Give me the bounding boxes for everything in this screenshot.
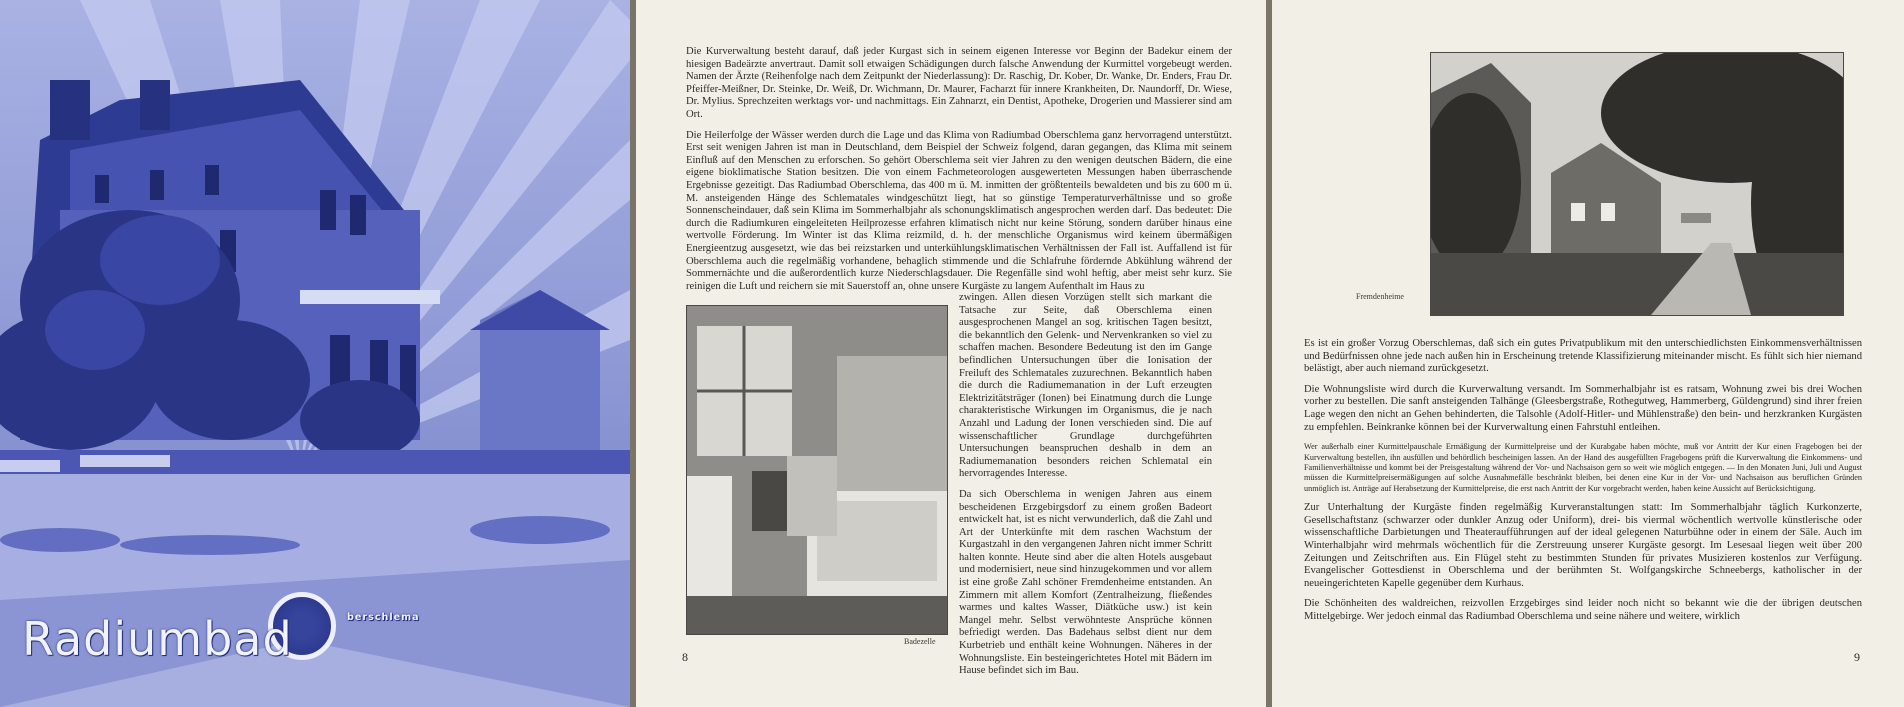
photo-caption-badezelle: Badezelle [904, 637, 936, 646]
page-number-9: 9 [1854, 650, 1860, 664]
paragraph-kurveranstaltungen: Zur Unterhaltung der Kurgäste finden regelmäßig Kurveranstaltungen statt: Im Sommerhalbjahr täglich Kurkonzerte, Gesellschaftstanz (schwarzer oder dunkler Anzug oder Uniform), drei- bis viermal wöchentlich wertvolle künstlerische oder wissenschaftliche Darbietungen und Theateraufführungen auf der ideal gelegenen Naturbühne oder in einem der Säle. Auch im Winterhalbjahr wird mehrmals wöchentlich für die Zerstreuung unserer Kurgäste gesorgt. Im Lesesaal liegen weit über 200 Zeitungen und Zeitschriften aus. Ein Flügel steht zu bestimmten Stunden für privates Musizieren kostenlos zur Verfügung. Evangelischer Gottesdienst in Oberschlema und der berühmten St. Wolfgangskirche Schneebergs, katholischer in der neueingerichteten Kapelle gegenüber dem Kurhaus. [1304, 502, 1862, 589]
paragraph-kritische-tage: zwingen. Allen diesen Vorzügen stellt sich markant die Tatsache zur Seite, daß Oberschlema einen ausgesprochenen Mangel an sog. kritischen Tagen besitzt, die bekanntlich den Gelenk- und Nervenkranken so viel zu schaffen machen. Besondere Bedeutung ist den im Gange befindlichen Untersuchungen über die Ionisation der Freiluft des Schlematales zuzurechnen. Bekanntlich haben die durch die Radiumemanation in der Luft erzeugten Elektrizitätsträger (Ionen) bei Einatmung durch die Lunge charakteristische Wirkungen im Organismus, die je nach Anzahl und Ladung der Ionen verschieden sind. Die auf wissenschaftlicher Grundlage durchgeführten Untersuchungen beanspruchen deshalb in dem an Radiumemanation besonders reichen Schlematal ein hervorragendes Interesse. [959, 292, 1212, 480]
photo-badezelle [686, 305, 948, 635]
cover-title-part2: berschlema [347, 612, 420, 623]
brochure-cover [0, 0, 630, 707]
page-number-8: 8 [682, 650, 688, 664]
cover-title-part1: Radiumbad [22, 612, 293, 666]
paragraph-wohnungsliste: Die Wohnungsliste wird durch die Kurverwaltung versandt. Im Sommerhalbjahr ist es ratsam, Wohnung zwei bis drei Wochen vorher zu bestellen. Die sanft ansteigenden Talhänge (Gleesbergstraße, Rothegutweg, Hammerberg, Güldengrund) sind ihrer freien Lage wegen den nicht an Gehen behinderten, die Talsohle (Adolf-Hitler- und Mühlenstraße) den bein- und herzkranken Kurgästen zu empfehlen. Beinkranke können bei der Kurverwaltung einen Fahrstuhl entleihen. [1304, 383, 1862, 433]
page-9-text [1304, 338, 1862, 632]
paragraph-klima: Die Heilerfolge der Wässer werden durch die Lage und das Klima von Radiumbad Oberschlema ganz hervorragend unterstützt. Erst seit wenigen Jahren ist man in Deutschland, dem Beispiel der Schweiz folgend, daran gegangen, das Klima mit seinem Einfluß auf den Menschen zu erforschen. So gehört Oberschlema seit vier Jahren zu den wenigen deutschen Bädern, die eine eigene bioklimatische Station besitzen. Die von einem Fachmeteorologen ausgewerteten Messungen haben überraschende Ergebnisse gezeitigt. Das Radiumbad Oberschlema, das 400 m ü. M. inmitten der größtenteils bewaldeten und bis zu 600 m ü. M. ansteigenden Hänge des Schlematales windgeschützt liegt, hat so günstige Temperaturverhältnisse und so große Sonnenscheindauer, daß sein Klima im Sommerhalbjahr als schonungsklimatisch angesprochen werden darf. Das bedeutet: Die durch die Radiumkuren eingeleiteten Heilprozesse erfahren klimatisch nicht nur keine Störung, sondern darüber hinaus eine wertvolle Förderung. Im Winter ist das Klima reizmild, d. h. der menschliche Organismus wird keinem übermäßigen Energieentzug ausgesetzt, wie das bei reizstarken und unterkühlungsklimatischen Verhältnissen der Fall ist. Auffallend ist für Oberschlema auch die regelmäßig vorhandene, behaglich stimmende und die Schlafruhe fördernde Abkühlung während der Sommernächte und die außerordentlich kurze Niederschlagsdauer. Die Regenfälle sind wohl heftig, aber meist sehr kurz. Sie reinigen die Luft und reichern sie mit Sauerstoff an, ohne unsere Kurgäste zu langem Aufenthalt im Haus zu [686, 129, 1232, 292]
paragraph-ermaessigung: Wer außerhalb einer Kurmittelpauschale Ermäßigung der Kurmittelpreise und der Kurabgabe haben möchte, muß vor Antritt der Kur einen Fragebogen bei der Kurverwaltung bestellen, ihn ausfüllen und behördlich bescheinigen lassen. An der Hand des ausgefüllten Fragebogens prüft die Kurverwaltung die Einkommens- und Familienverhältnisse und kommt bei der Preisgestaltung während der Vor- und Nachsaison gern so weit wie möglich entgegen. — In den Monaten Juni, Juli und August müssen die Kurmittelpreisermäßigungen auf solche Ausnahmefälle beschränkt bleiben, bei denen eine Kur in der Vor- und Nachsaison aus beruflichen Gründen unmöglich ist. Anträge auf Herabsetzung der Kurmittelpreise, die erst nach Antritt der Kur vorgebracht werden, haben keine Aussicht auf Berücksichtigung. [1304, 442, 1862, 493]
paragraph-privatpublikum: Es ist ein großer Vorzug Oberschlemas, daß sich ein gutes Privatpublikum mit den unterschiedlichsten Einkommensverhältnissen und Bedürfnissen ohne jede nach außen hin in Erscheinung tretende Klassifizierung miteinander mischt. Es fühlt sich hier niemand belästigt, aber auch niemand zurückgesetzt. [1304, 338, 1862, 375]
right-column [959, 292, 1212, 686]
bathroom-illustration [687, 306, 947, 634]
paragraph-erzgebirge: Die Schönheiten des waldreichen, reizvollen Erzgebirges sind leider noch nicht so bekannt wie die der übrigen deutschen Mittelgebirge. Wer jedoch einmal das Radiumbad Oberschlema und seine nähere und weitere, wirklich [1304, 598, 1862, 622]
page-8 [636, 0, 1266, 707]
guesthouses-illustration [1431, 53, 1843, 315]
photo-caption-fremdenheime: Fremdenheime [1356, 292, 1404, 301]
photo-fremdenheime [1430, 52, 1844, 316]
paragraph-unterkuenfte: Da sich Oberschlema in wenigen Jahren aus einem bescheidenen Erzgebirgsdorf zu einem großen Badeort entwickelt hat, ist es nicht verwunderlich, daß die Zahl und Art der Unterkünfte mit dem raschen Wachstum der Kurgastzahl in den vergangenen Jahren nicht immer Schritt halten konnte. Heute sind aber die alten Hotels ausgebaut und modernisiert, neue sind hinzugekommen und vor allem ist eine große Zahl schöner Fremdenheime entstanden. An Zimmern mit allem Komfort (Zentralheizung, fließendes warmes und kaltes Wasser, Diätküche usw.) ist kein Mangel mehr. Selbst verwöhnteste Ansprüche können befriedigt werden. Das Badehaus selbst dient nur dem Kurbetrieb und enthält keine Wohnungen. Näheres in der Wohnungsliste. Ein besteingerichtetes Hotel mit Bädern im Hause befindet sich im Bau. [959, 488, 1212, 677]
page-9 [1272, 0, 1904, 707]
paragraph-aerzte: Die Kurverwaltung besteht darauf, daß jeder Kurgast sich in seinem eigenen Interesse vor Beginn der Badekur einem der hiesigen Badeärzte anvertraut. Damit soll etwaigen Schädigungen durch falsche Anwendung der Kurmittel vorgebeugt werden. Namen der Ärzte (Reihenfolge nach dem Zeitpunkt der Niederlassung): Dr. Raschig, Dr. Kober, Dr. Wanke, Dr. Enders, Frau Dr. Pfeiffer-Meißner, Dr. Steinke, Dr. Weiß, Dr. Wichmann, Dr. Maurer, Facharzt für innere Krankheiten, Dr. Naundorff, Dr. Wiese, Dr. Mylius. Sprechzeiten werktags vor- und nachmittags. Ein Zahnarzt, ein Dentist, Apotheke, Drogerien und Massierer sind am Ort. [686, 46, 1232, 120]
